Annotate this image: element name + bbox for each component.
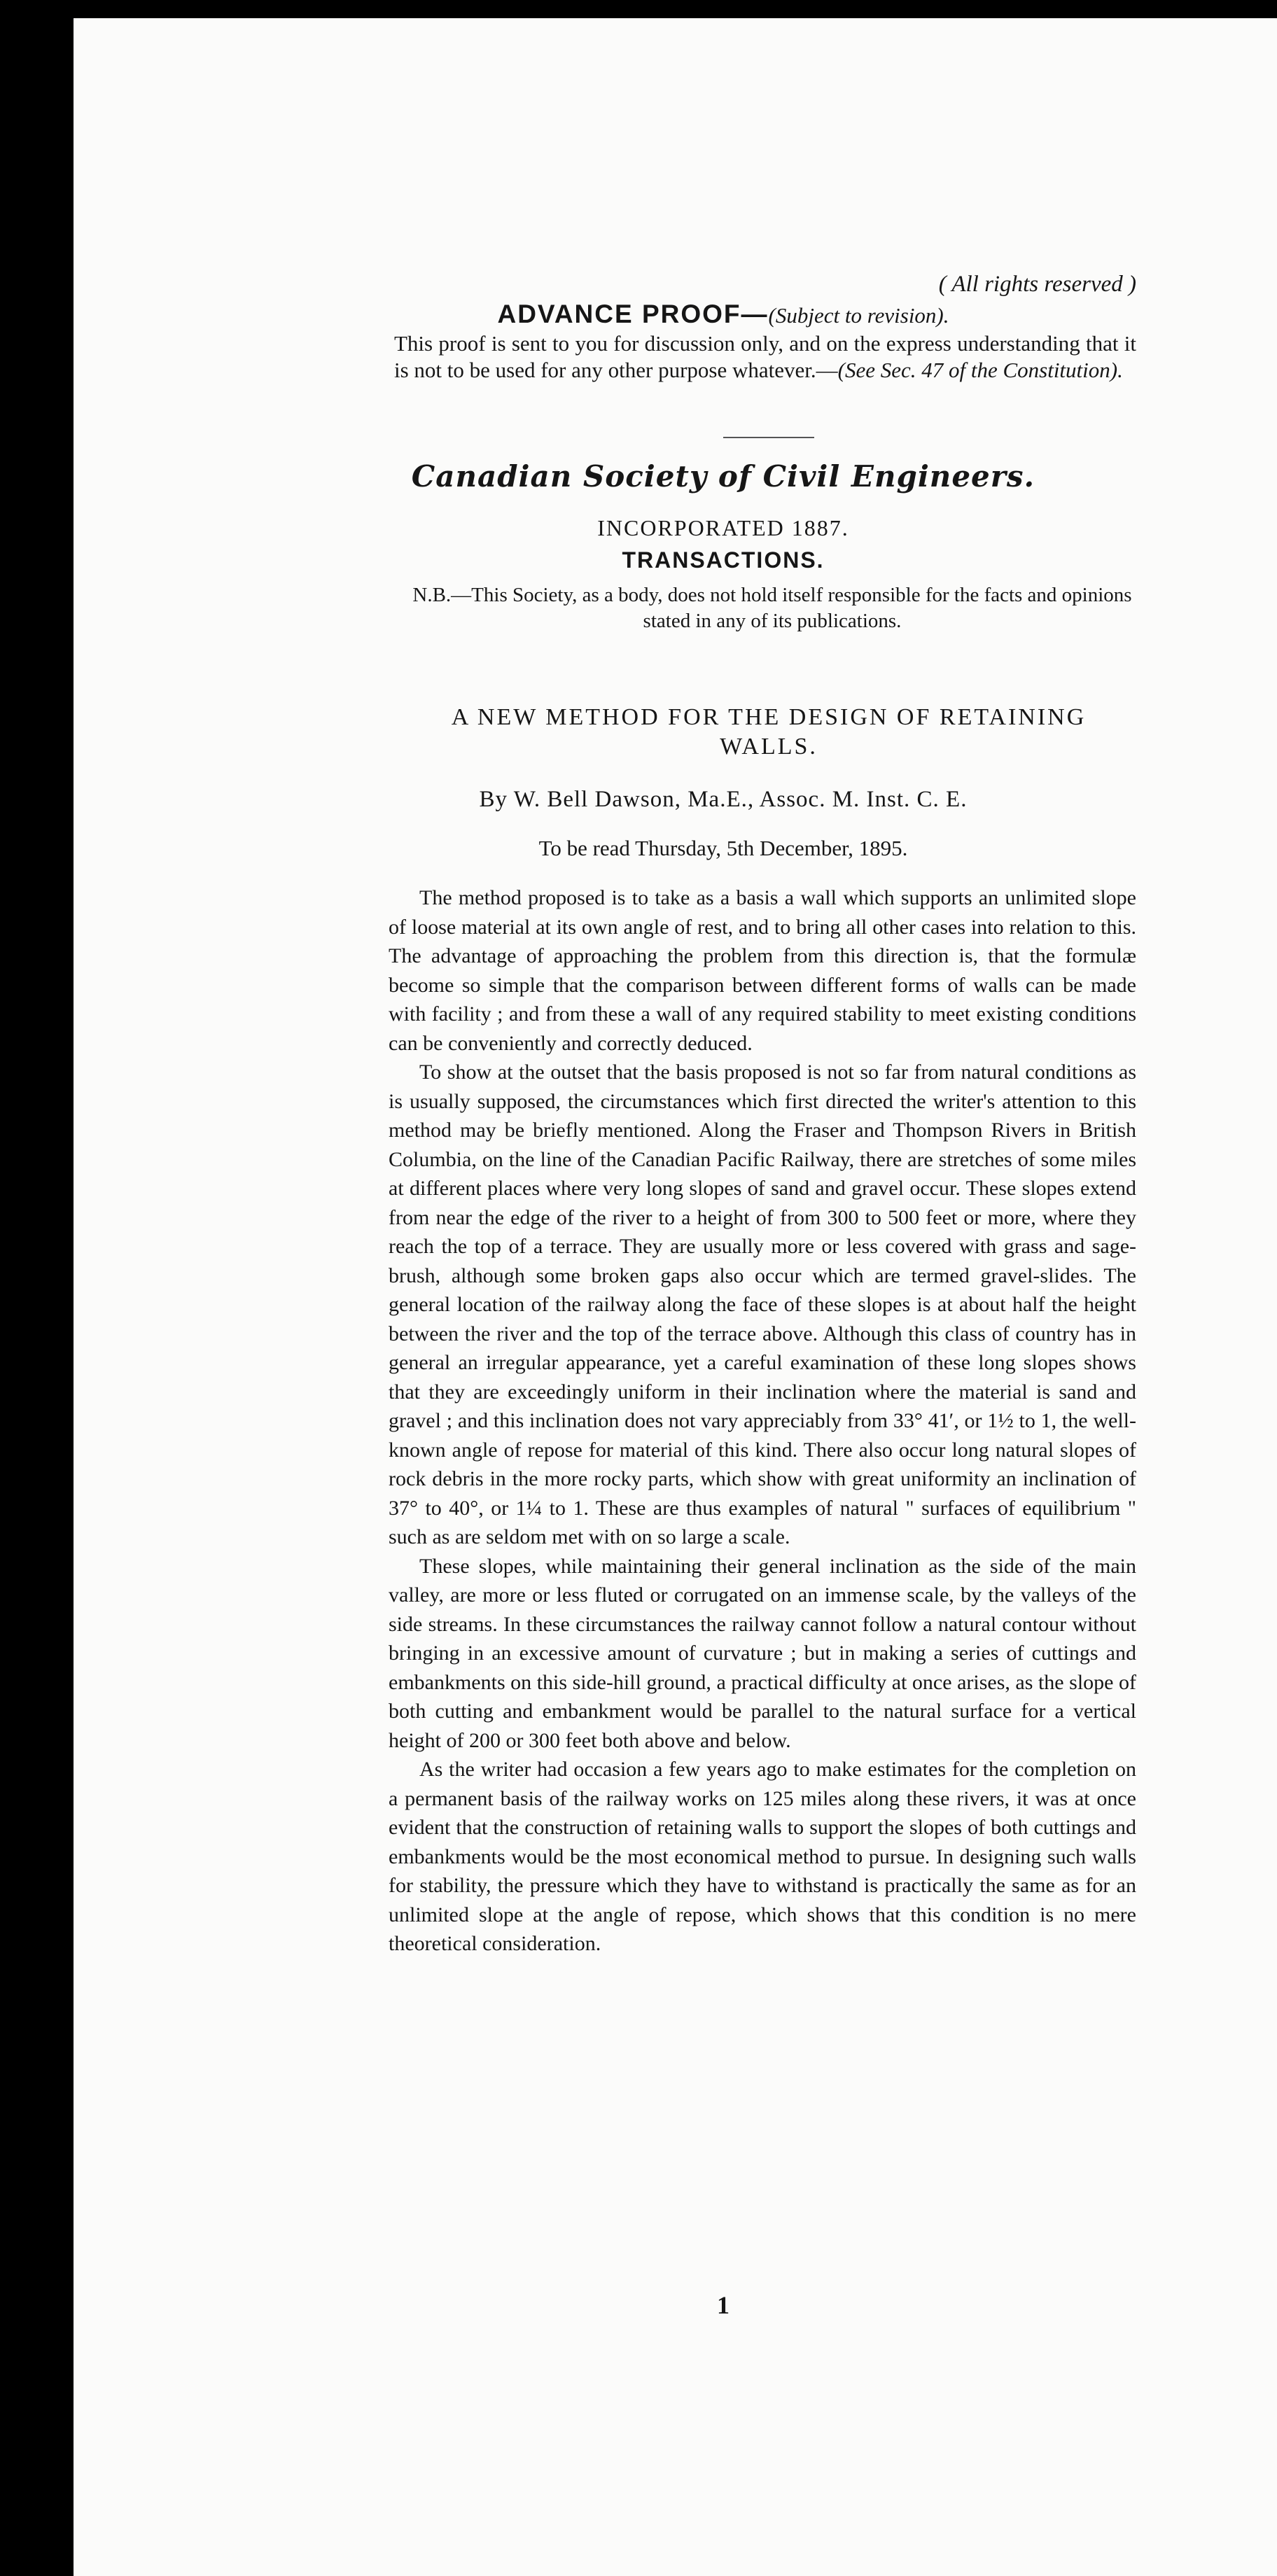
- paper-author: By W. Bell Dawson, Ma.E., Assoc. M. Inst. C. E.: [479, 787, 968, 812]
- body-paragraph: These slopes, while maintaining their general inclination as the side of the main valley, are more or less fluted or corrugated on an immense scale, by the valleys of the side streams. In these circumstances the railway cannot follow a natural contour without bringing in an excessive amount of curvature ; but in making a series of cuttings and embankments on this side-hill ground, a practical difficulty at once arises, as the slope of both cutting and embankment would be parallel to the natural surface for a vertical height of 200 or 300 feet both above and below.: [389, 1554, 1136, 1752]
- rights-reserved-note: ( All rights reserved ): [938, 272, 1136, 297]
- scan-border-top: [0, 0, 1277, 18]
- society-disclaimer: N.B.—This Society, as a body, does not hold itself responsible for the facts and opinions stated in any of its publications.: [412, 584, 1132, 632]
- header-divider: [723, 437, 814, 438]
- transactions-heading: TRANSACTIONS.: [622, 547, 825, 573]
- paper-title: A NEW METHOD FOR THE DESIGN OF RETAINING WALLS.: [451, 704, 1087, 760]
- body-paragraph: The method proposed is to take as a basis a wall which supports an unlimited slope of loose material at its own angle of rest, and to bring all other cases into relation to this. The advantage of approaching the problem from this direction is, that the formulæ become so simple that the comparison between different forms of walls can be made with facility ; and from these a wall of any required stability to meet existing conditions can be conveniently and correctly deduced.: [389, 886, 1136, 1055]
- body-paragraph: To show at the outset that the basis proposed is not so far from natural conditions as is usually supposed, the circumstances which first directed the writer's attention to this method may be briefly mentioned. Along the Fraser and Thompson Rivers in British Columbia, on the line of the Canadian Pacific Railway, there are stretches of some miles at different places where very long slopes of sand and gravel occur. These slopes extend from near the edge of the river to a height of from 300 to 500 feet or more, where they reach the top of a terrace. They are usually more or less covered with grass and sage-brush, although some broken gaps also occur which are termed gravel-slides. The general location of the railway along the face of these slopes is at about half the height between the river and the top of the terrace above. Although this class of country has in general an irregular appearance, yet a careful examination of these long slopes shows that they are exceedingly uniform in their inclination where the material is sand and gravel ; and this inclination does not vary appreciably from 33° 41′, or 1½ to 1, the well-known angle of repose for material of this kind. There also occur long natural slopes of rock debris in the more rocky parts, which show with great uniformity an inclination of 37° to 40°, or 1¼ to 1. These are thus examples of natural " surfaces of equilibrium " such as are seldom met with on so large a scale.: [389, 1060, 1136, 1548]
- incorporated-line: INCORPORATED 1887.: [597, 515, 849, 540]
- proof-notice-text: This proof is sent to you for discussion only, and on the express understanding that it is not to be used for any other purpose whatever.—: [394, 331, 1136, 382]
- society-name: Canadian Society of Civil Engineers.: [411, 459, 1035, 493]
- read-date: To be read Thursday, 5th December, 1895.: [538, 836, 908, 860]
- advance-proof-heading: [310, 300, 1136, 329]
- document-page: [74, 18, 1277, 2576]
- body-text: [389, 883, 1136, 1959]
- page-number: 1: [717, 2291, 730, 2319]
- body-paragraph: As the writer had occasion a few years ago to make estimates for the completion on a permanent basis of the railway works on 125 miles along these rivers, it was at once evident that the construction of retaining walls to support the slopes of both cuttings and embankments would be the most economical method to pursue. In designing such walls for stability, the pressure which they have to withstand is practically the same as for an unlimited slope at the angle of repose, which shows that this condition is no mere theoretical consideration.: [389, 1758, 1136, 1955]
- advance-proof-subtitle: (Subject to revision).: [768, 303, 949, 328]
- scan-border-left: [0, 0, 74, 2576]
- proof-notice: [394, 330, 1136, 384]
- constitution-reference: (See Sec. 47 of the Constitution).: [837, 358, 1123, 382]
- advance-proof-title: ADVANCE PROOF—: [497, 300, 769, 328]
